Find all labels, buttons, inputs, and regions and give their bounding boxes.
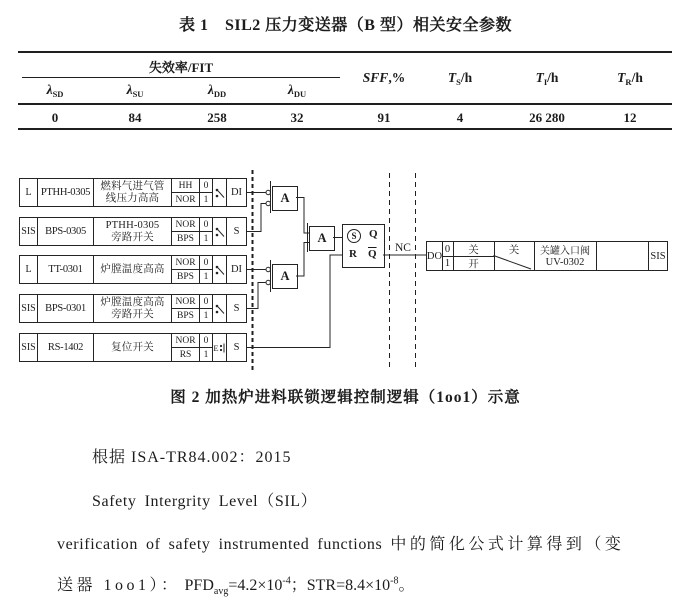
output-system: SIS: [650, 250, 666, 262]
do-state-0: 0: [444, 243, 451, 255]
state-label: NOR: [172, 295, 200, 308]
state-value: 0: [203, 180, 209, 191]
col-header-lambda-du: $\lambda_{DU}$: [287, 82, 307, 99]
col-header-tr: $T_R/h$: [617, 70, 643, 87]
pfd-subscript: avg: [213, 586, 229, 598]
row-tag: L: [20, 256, 38, 283]
value-tr: 12: [623, 110, 637, 125]
valve-id: UV-0302: [545, 257, 585, 268]
state-value: 0: [203, 257, 209, 268]
value-lambda-dd: 258: [207, 110, 227, 125]
state-value: 1: [203, 310, 209, 321]
row-tag: SIS: [20, 218, 38, 245]
divider: [596, 242, 597, 270]
state-value: 0: [203, 335, 209, 346]
state-value: 1: [203, 194, 209, 205]
row-id: BPS-0305: [38, 218, 94, 245]
str-term: ；STR=8.4×10: [290, 577, 391, 594]
table-title: 表 1 SIL2 压力变送器（B 型）相关安全参数: [179, 17, 512, 34]
row-id: PTHH-0305: [38, 179, 94, 206]
pfd-exponent: -4: [282, 575, 291, 587]
and-gate-top: A: [272, 186, 298, 211]
input-row-tt-0301: [19, 255, 247, 284]
sentence-end: 。: [398, 577, 415, 594]
pfd-term: PFD: [184, 577, 214, 594]
row-id: TT-0301: [38, 256, 94, 283]
do-label: DO: [426, 250, 443, 262]
col-header-lambda-dd: $\lambda_{DD}$: [207, 82, 227, 99]
col-header-lambda-sd: $\lambda_{SD}$: [46, 82, 64, 99]
latch-set-input: S: [347, 229, 361, 243]
figure-caption: 图 2 加热炉进料联锁逻辑控制逻辑（1oo1）示意: [170, 389, 521, 406]
body-paragraph-3: [57, 531, 624, 554]
reset-pushbutton-icon: E: [213, 334, 227, 361]
row-tag: L: [20, 179, 38, 206]
do-state-1: 1: [444, 257, 451, 269]
table-mid-border: [18, 103, 672, 105]
valve-state: 关: [508, 244, 520, 256]
and-gate-main: A: [309, 226, 335, 251]
value-lambda-du: 32: [290, 110, 304, 125]
input-row-pthh-0305: [19, 178, 247, 207]
state-label: NOR: [172, 193, 200, 206]
and-gate-bottom: A: [272, 264, 298, 289]
signal-type: DI: [230, 187, 243, 198]
input-row-bps-0301: [19, 294, 247, 323]
state-label: BPS: [172, 309, 200, 322]
row-tag: SIS: [20, 295, 38, 322]
row-state-table: [172, 256, 213, 283]
row-id: BPS-0301: [38, 295, 94, 322]
state-value: 1: [203, 349, 209, 360]
row-desc: 炉膛温度高高: [94, 256, 172, 283]
signal-type: S: [233, 226, 240, 237]
selector-switch-icon: [213, 295, 227, 322]
state-label: BPS: [172, 232, 200, 245]
row-state-table: [172, 179, 213, 206]
row-state-table: [172, 334, 213, 361]
signal-type: S: [233, 303, 240, 314]
selector-switch-icon: [213, 256, 227, 283]
col-header-lambda-su: $\lambda_{SU}$: [126, 82, 144, 99]
table-group-underline: [22, 77, 340, 78]
row-desc: 炉膛温度高高 旁路开关: [94, 295, 172, 322]
row-desc: PTHH-0305 旁路开关: [94, 218, 172, 245]
state-value: 0: [203, 296, 209, 307]
state-value: 1: [203, 271, 209, 282]
value-sff: 91: [377, 110, 391, 125]
str-exponent: -8: [390, 575, 399, 587]
input-row-rs-1402: [19, 333, 247, 362]
pfd-value: =4.2×10: [228, 577, 283, 594]
sr-latch: [342, 224, 385, 268]
row-desc: 复位开关: [94, 334, 172, 361]
body-p4-chinese: 送器 1oo1）：: [57, 577, 181, 594]
state-label: NOR: [172, 256, 200, 269]
do-action-closed: 关: [468, 244, 479, 256]
col-header-ti: $T_I/h$: [535, 70, 559, 87]
row-state-table: [172, 218, 213, 245]
table-group-header: 失效率/FIT: [148, 60, 214, 75]
state-label: NOR: [172, 218, 200, 231]
valve-desc: 关罐入口阀: [540, 246, 590, 257]
nc-label: NC: [395, 242, 411, 254]
body-paragraph-2: Safety Intergrity Level（SIL）: [92, 493, 318, 510]
row-tag: SIS: [20, 334, 38, 361]
signal-type: DI: [230, 264, 243, 275]
state-label: NOR: [172, 334, 200, 347]
do-action-open: 开: [468, 258, 479, 270]
row-state-table: [172, 295, 213, 322]
selector-switch-icon: [213, 218, 227, 245]
body-p3-english: verification of safety instrumented functions: [57, 536, 383, 553]
signal-type: S: [233, 342, 240, 353]
col-header-sff: SFF,%: [362, 70, 406, 85]
row-id: RS-1402: [38, 334, 94, 361]
table-top-border: [18, 51, 672, 53]
input-row-bps-0305: [19, 217, 247, 246]
state-value: 1: [203, 233, 209, 244]
value-ti: 26 280: [529, 110, 565, 125]
value-lambda-su: 84: [128, 110, 142, 125]
selector-switch-icon: [213, 179, 227, 206]
latch-qbar-output: $\overline{Q}$: [368, 248, 377, 260]
latch-q-output: Q: [369, 228, 378, 240]
col-header-ts: $T_S/h$: [447, 70, 473, 87]
value-ts: 4: [456, 110, 464, 125]
latch-reset-input: R: [349, 248, 357, 260]
body-paragraph-1: 根据 ISA-TR84.002：2015: [92, 449, 292, 466]
state-label: BPS: [172, 270, 200, 283]
state-label: HH: [172, 179, 200, 192]
body-p3-chinese: 中的简化公式计算得到（变: [390, 536, 625, 553]
table-bottom-border: [18, 128, 672, 130]
value-lambda-sd: 0: [51, 110, 59, 125]
row-desc: 燃料气进气管 线压力高高: [94, 179, 172, 206]
state-label: RS: [172, 348, 200, 361]
body-paragraph-4: [57, 572, 414, 597]
state-value: 0: [203, 219, 209, 230]
do-output-block: [426, 241, 668, 271]
